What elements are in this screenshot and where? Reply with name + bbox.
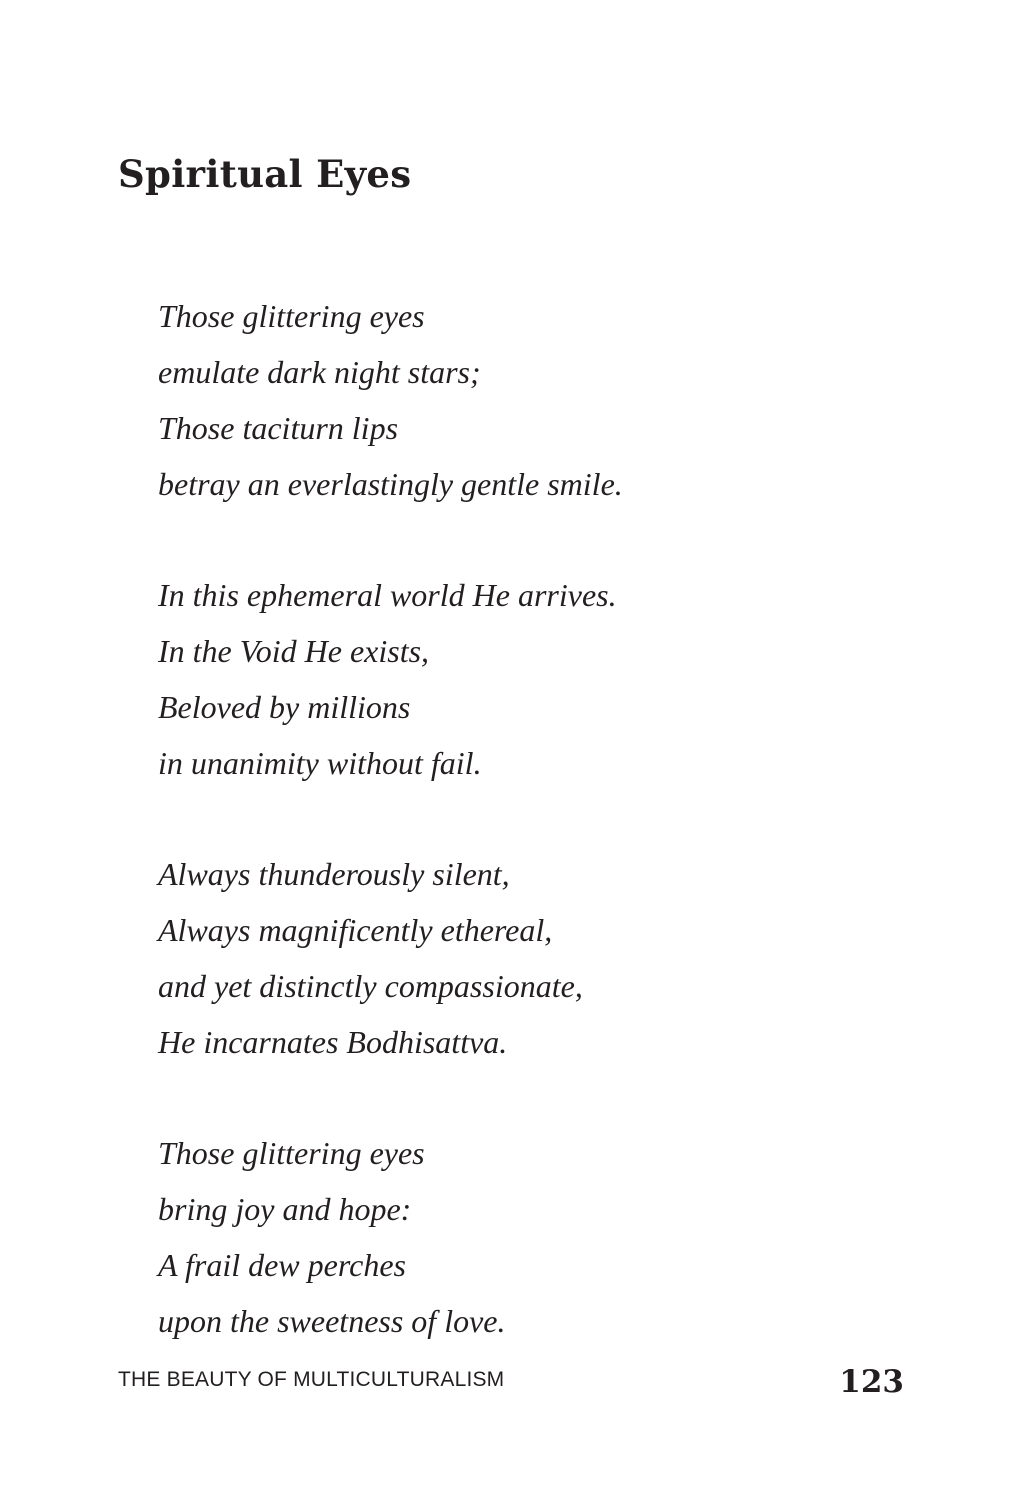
- running-footer-title: THE BEAUTY OF MULTICULTURALISM: [118, 1368, 505, 1391]
- poem-line: emulate dark night stars;: [158, 354, 481, 390]
- poem-body: [158, 288, 623, 1404]
- poem-line: Always magnificently ethereal,: [158, 912, 553, 948]
- poem-line: in unanimity without fail.: [158, 745, 482, 781]
- poem-line: Beloved by millions: [158, 689, 411, 725]
- stanza: [158, 567, 623, 791]
- poem-line: Those taciturn lips: [158, 410, 399, 446]
- poem-line: A frail dew perches: [158, 1247, 406, 1283]
- poem-line: Those glittering eyes: [158, 1135, 425, 1171]
- poem-line: upon the sweetness of love.: [158, 1303, 506, 1339]
- page-number: 123: [839, 1364, 904, 1400]
- stanza: [158, 288, 623, 512]
- poem-line: In the Void He exists,: [158, 633, 430, 669]
- stanza: [158, 846, 623, 1070]
- poem-line: Always thunderously silent,: [158, 856, 510, 892]
- poem-title: Spiritual Eyes: [118, 152, 412, 196]
- stanza: [158, 1125, 623, 1349]
- poem-line: bring joy and hope:: [158, 1191, 412, 1227]
- poem-line: and yet distinctly compassionate,: [158, 968, 583, 1004]
- poem-line: He incarnates Bodhisattva.: [158, 1024, 508, 1060]
- poem-line: In this ephemeral world He arrives.: [158, 577, 617, 613]
- poem-line: betray an everlastingly gentle smile.: [158, 466, 623, 502]
- poem-line: Those glittering eyes: [158, 298, 425, 334]
